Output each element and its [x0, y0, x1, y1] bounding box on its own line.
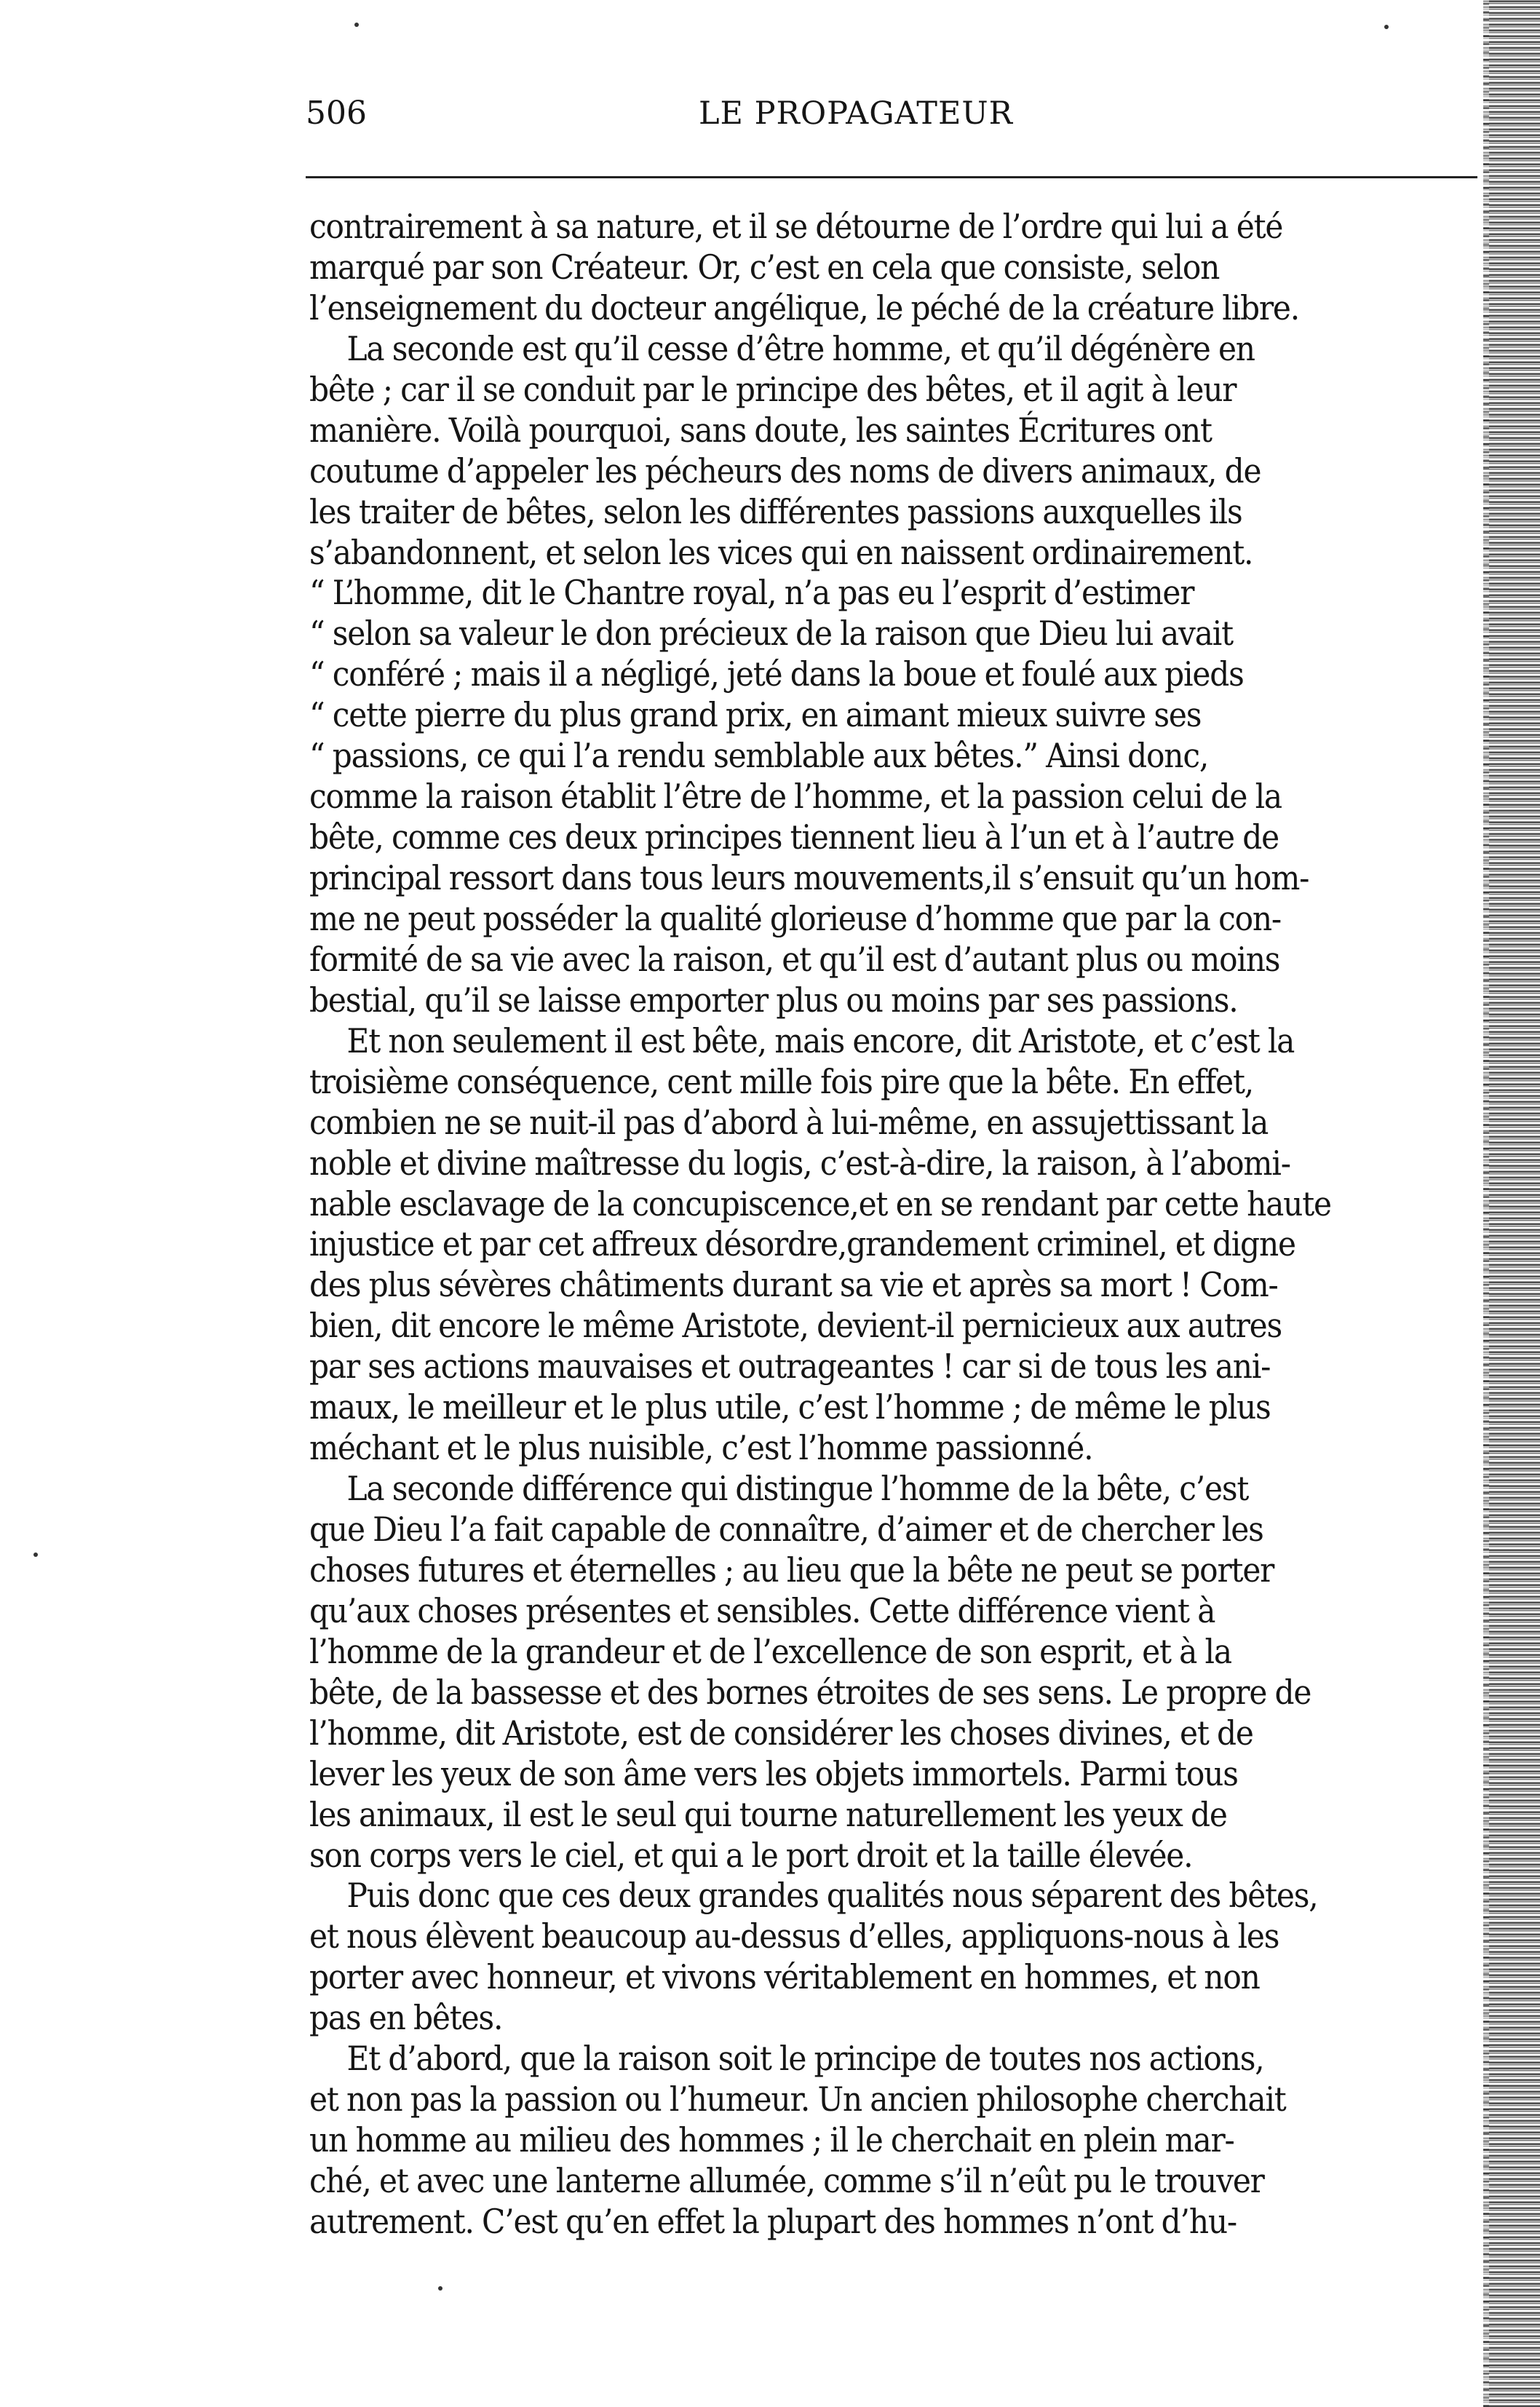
text-line: troisième conséquence, cent mille fois pire que la bête. En effet,	[309, 1061, 1254, 1101]
text-line: pas en bêtes.	[309, 1998, 503, 2038]
header-rule	[306, 176, 1477, 178]
text-line: porter avec honneur, et vivons véritablement en hommes, et non	[309, 1957, 1260, 1997]
text-line: coutume d’appeler les pécheurs des noms de divers animaux, de	[309, 451, 1261, 491]
body-text	[309, 207, 1463, 2263]
text-line: des plus sévères châtiments durant sa vie et après sa mort ! Com-	[309, 1265, 1278, 1305]
text-line: ché, et avec une lanterne allumée, comme s’il n’eût pu le trouver	[309, 2161, 1264, 2200]
page-header	[306, 86, 1477, 137]
text-line: que Dieu l’a fait capable de connaître, d’aimer et de chercher les	[309, 1510, 1263, 1549]
text-line: manière. Voilà pourquoi, sans doute, les saintes Écritures ont	[309, 410, 1212, 450]
text-line: nable esclavage de la concupiscence,et en se rendant par cette haute	[309, 1183, 1331, 1224]
text-line: comme la raison établit l’être de l’homme, et la passion celui de la	[309, 777, 1282, 817]
scan-edge-artifact	[1483, 0, 1540, 2407]
text-line: “ conféré ; mais il a négligé, jeté dans la boue et foulé aux pieds	[309, 654, 1244, 694]
text-line: lever les yeux de son âme vers les objets immortels. Parmi tous	[309, 1753, 1238, 1793]
text-line: l’enseignement du docteur angélique, le péché de la créature libre.	[309, 288, 1300, 328]
text-line: les traiter de bêtes, selon les différentes passions auxquelles ils	[309, 491, 1242, 531]
text-line: bien, dit encore le même Aristote, devient-il pernicieux aux autres	[309, 1306, 1282, 1346]
text-line: bête ; car il se conduit par le principe des bêtes, et il agit à leur	[309, 369, 1237, 409]
text-line: me ne peut posséder la qualité glorieuse d’homme que par la con-	[309, 898, 1282, 938]
text-line: et nous élèvent beaucoup au-dessus d’elles, appliquons-nous à les	[309, 1916, 1279, 1956]
text-line: combien ne se nuit-il pas d’abord à lui-même, en assujettissant la	[309, 1102, 1269, 1142]
text-line: méchant et le plus nuisible, c’est l’homme passionné.	[309, 1428, 1093, 1468]
text-line: formité de sa vie avec la raison, et qu’il est d’autant plus ou moins	[309, 939, 1280, 979]
text-line: bête, comme ces deux principes tiennent lieu à l’un et à l’autre de	[309, 817, 1279, 857]
text-line: La seconde est qu’il cesse d’être homme, et qu’il dégénère en	[346, 328, 1255, 368]
page-number: 506	[306, 95, 367, 132]
text-line: l’homme de la grandeur et de l’excellence de son esprit, et à la	[309, 1631, 1231, 1671]
text-line: autrement. C’est qu’en effet la plupart des hommes n’ont d’hu-	[309, 2201, 1237, 2241]
text-line: principal ressort dans tous leurs mouvements,il s’ensuit qu’un hom-	[309, 858, 1309, 897]
text-line: “ L’homme, dit le Chantre royal, n’a pas eu l’esprit d’estimer	[309, 573, 1194, 613]
text-line: Puis donc que ces deux grandes qualités nous séparent des bêtes,	[346, 1876, 1318, 1916]
scan-edge-shadow	[1483, 0, 1489, 2407]
text-line: et non pas la passion ou l’humeur. Un ancien philosophe cherchait	[309, 2079, 1286, 2119]
scan-speck	[438, 2286, 442, 2291]
text-line: injustice et par cet affreux désordre,grandement criminel, et digne	[309, 1224, 1295, 1264]
text-line: “ cette pierre du plus grand prix, en aimant mieux suivre ses	[309, 695, 1202, 735]
scan-speck	[1384, 25, 1389, 29]
text-line: “ selon sa valeur le don précieux de la raison que Dieu lui avait	[309, 614, 1233, 654]
scan-speck	[354, 23, 359, 27]
text-line: Et non seulement il est bête, mais encore, dit Aristote, et c’est la	[346, 1020, 1295, 1060]
scan-speck	[33, 1553, 38, 1557]
text-line: La seconde différence qui distingue l’homme de la bête, c’est	[346, 1469, 1249, 1509]
text-line: s’abandonnent, et selon les vices qui en naissent ordinairement.	[309, 532, 1253, 572]
text-line: les animaux, il est le seul qui tourne naturellement les yeux de	[309, 1794, 1227, 1834]
text-line: noble et divine maîtresse du logis, c’est-à-dire, la raison, à l’abomi-	[309, 1143, 1290, 1183]
text-line: son corps vers le ciel, et qui a le port droit et la taille élevée.	[309, 1835, 1193, 1875]
text-line: “ passions, ce qui l’a rendu semblable aux bêtes.” Ainsi donc,	[309, 736, 1209, 776]
text-line: choses futures et éternelles ; au lieu que la bête ne peut se porter	[309, 1550, 1274, 1590]
running-title: LE PROPAGATEUR	[699, 95, 1013, 132]
text-line: contrairement à sa nature, et il se détourne de l’ordre qui lui a été	[309, 207, 1283, 246]
text-line: Et d’abord, que la raison soit le principe de toutes nos actions,	[346, 2039, 1264, 2079]
text-line: maux, le meilleur et le plus utile, c’est l’homme ; de même le plus	[309, 1387, 1271, 1427]
text-line: bestial, qu’il se laisse emporter plus ou moins par ses passions.	[309, 980, 1238, 1020]
text-line: un homme au milieu des hommes ; il le cherchait en plein mar-	[309, 2120, 1234, 2160]
text-line: bête, de la bassesse et des bornes étroites de ses sens. Le propre de	[309, 1672, 1311, 1712]
text-line: par ses actions mauvaises et outrageantes ! car si de tous les ani-	[309, 1347, 1271, 1387]
text-line: l’homme, dit Aristote, est de considérer les choses divines, et de	[309, 1713, 1253, 1753]
text-line: marqué par son Créateur. Or, c’est en cela que consiste, selon	[309, 247, 1220, 287]
text-line: qu’aux choses présentes et sensibles. Cette différence vient à	[309, 1590, 1215, 1630]
